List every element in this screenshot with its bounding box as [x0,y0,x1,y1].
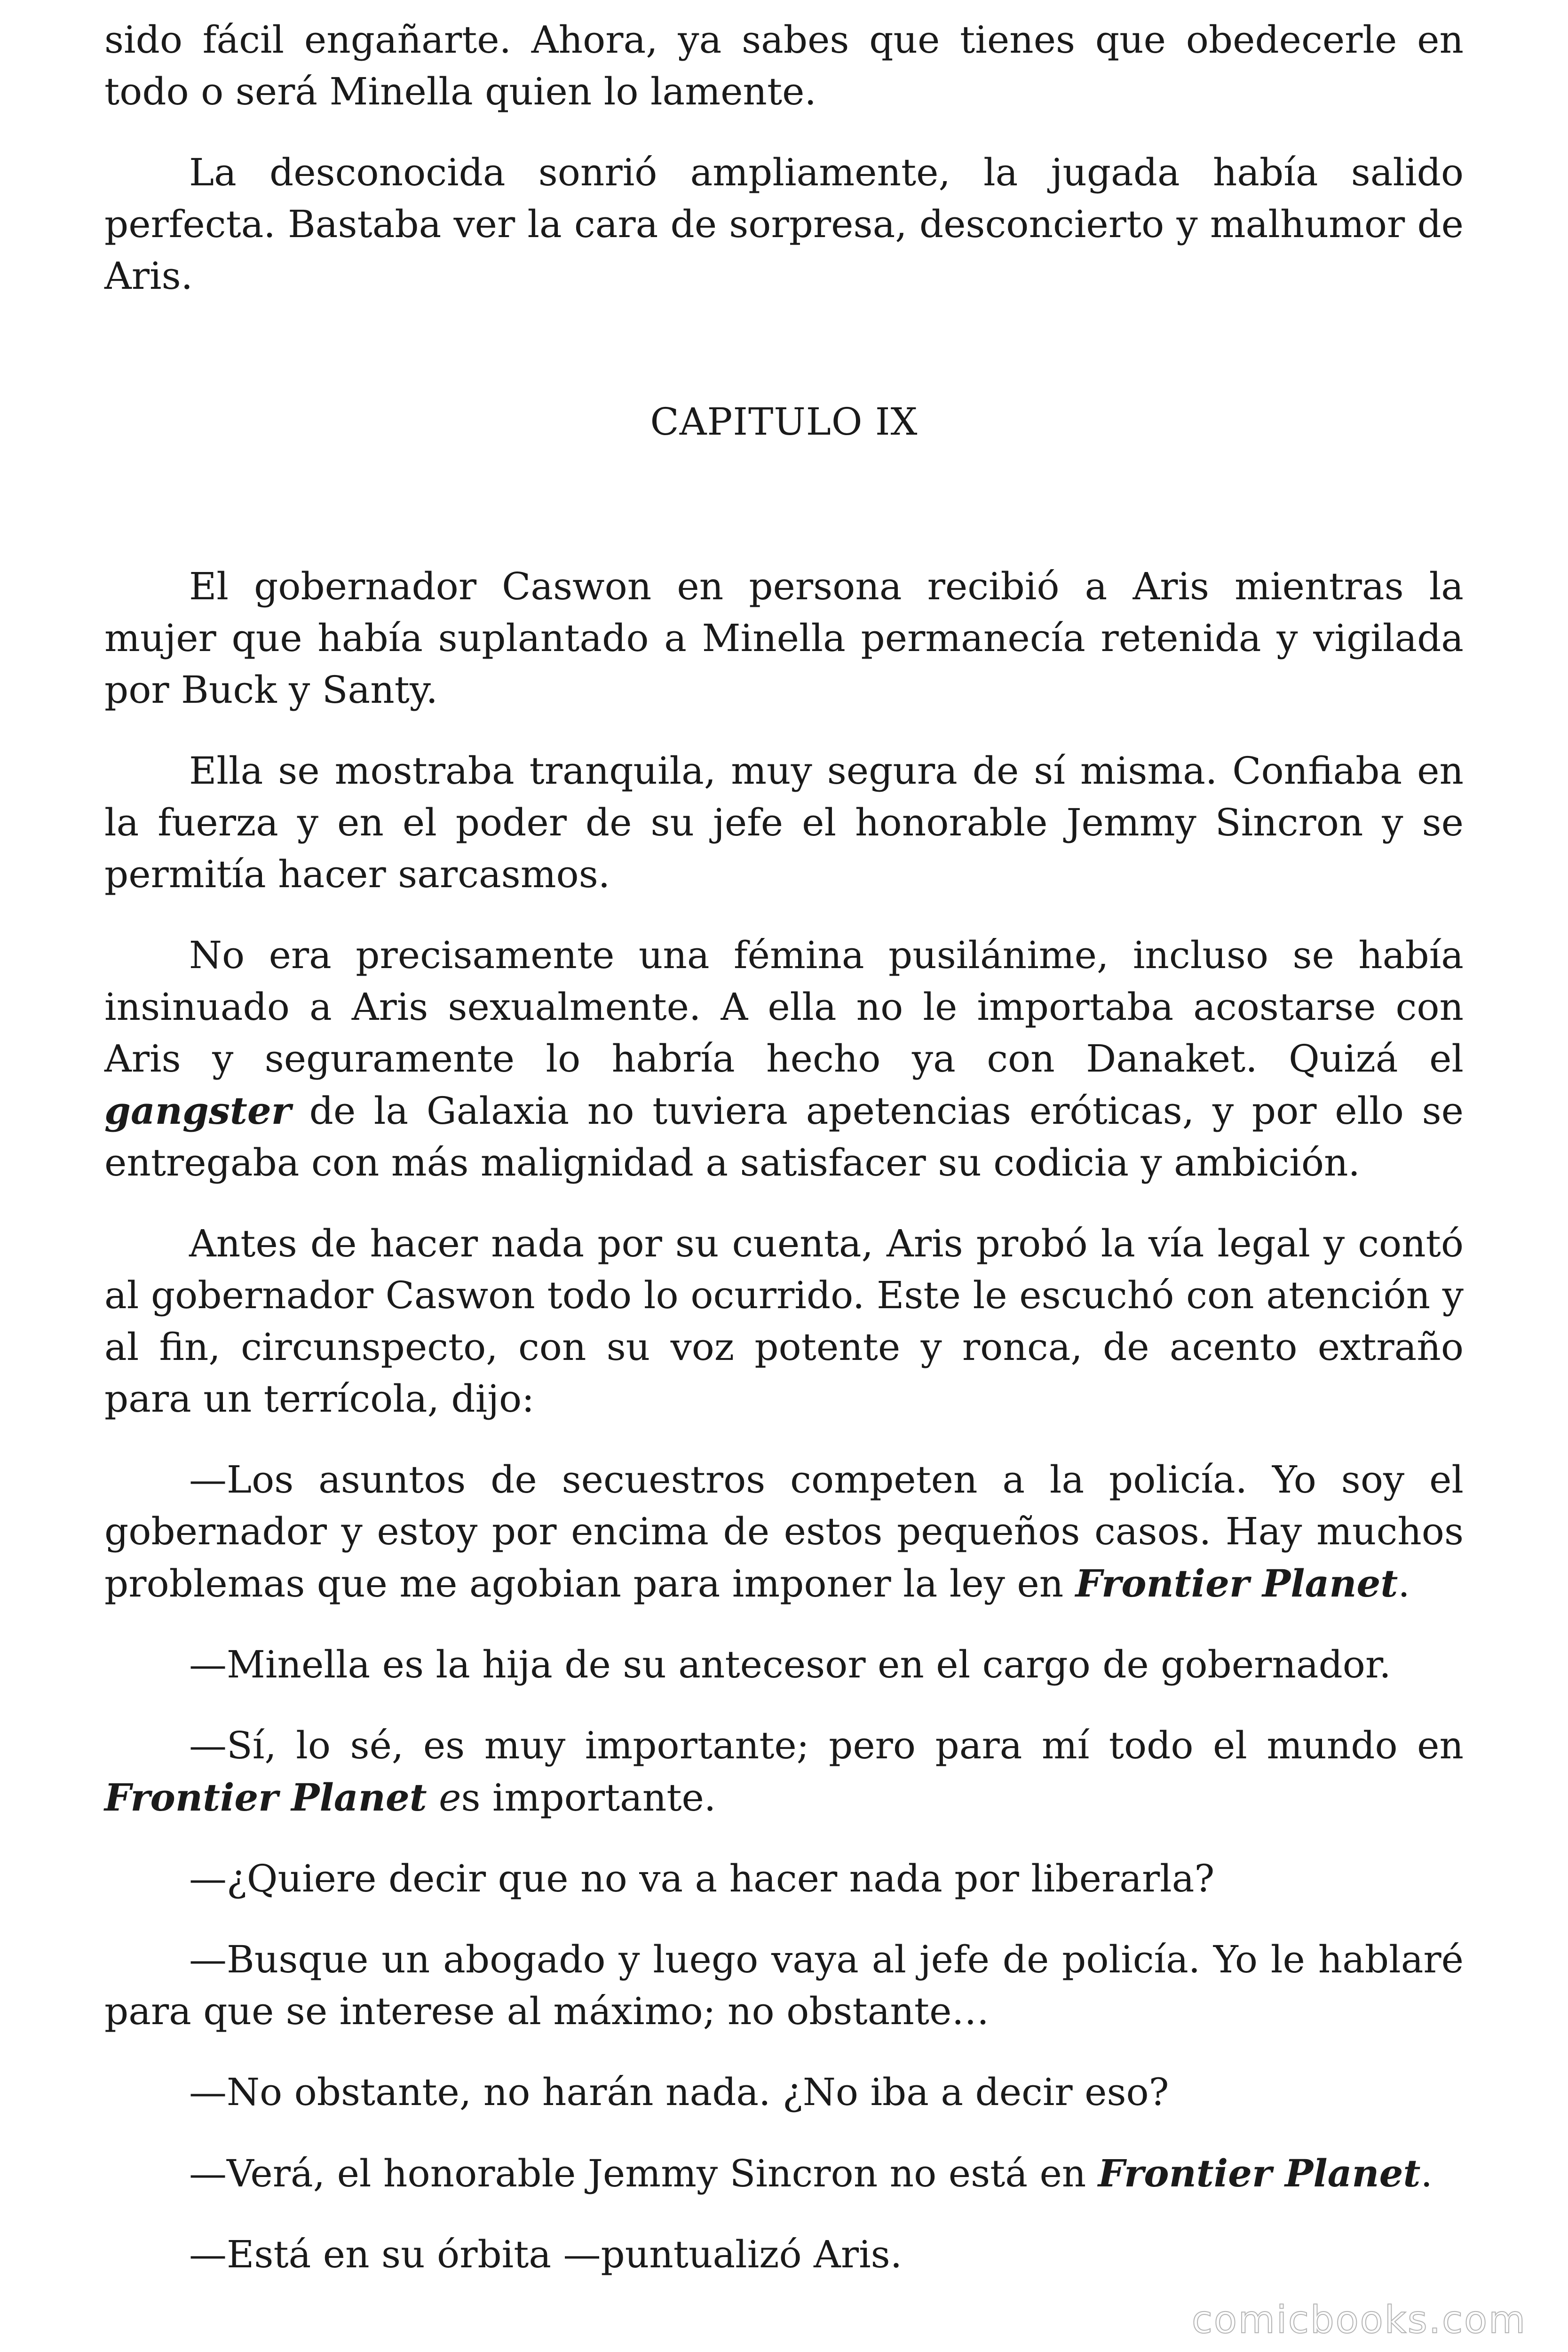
paragraph-13 [104,2147,1464,2200]
emphasis-frontier-planet: Frontier Planet [104,1775,427,1820]
emphasis-frontier-planet: Frontier Planet [1098,2151,1421,2195]
paragraph-13-text-c: . [1420,2152,1433,2195]
paragraph-2: La desconocida sonrió ampliamente, la jugada había salido perfecta. Bastaba ver la cara de sorpresa, desconcierto y malhumor de Aris. [104,151,1464,298]
watermark: comicbooks.com [1191,2298,1527,2342]
emphasis-gangster: gangster [104,1089,291,1133]
paragraph-1: sido fácil engañarte. Ahora, ya sabes que tienes que obedecerle en todo o será Minella quien lo lamente. [104,18,1464,113]
paragraph-12: —No obstante, no harán nada. ¿No iba a decir eso? [189,2070,1169,2114]
paragraph-11: —Busque un abogado y luego vaya al jefe de policía. Yo le hablaré para que se interese al máximo; no obstante… [104,1938,1464,2033]
paragraph-9-italic-e: e [427,1776,461,1820]
emphasis-frontier-planet: Frontier Planet [1075,1561,1398,1605]
paragraph-4: Ella se mostraba tranquila, muy segura de sí misma. Confiaba en la fuerza y en el poder de su jefe el honorable Jemmy Sincron y se permitía hacer sarcasmos. [104,749,1464,896]
paragraph-5 [104,930,1464,1189]
paragraph-5-text-a: No era precisamente una fémina pusilánime, incluso se había insinuado a Aris sexualmente. A ella no le importaba acostarse con Aris y seguramente lo habría hecho ya con Danaket. Quizá el [104,933,1464,1081]
paragraph-9-text-d: s importante. [461,1776,716,1820]
paragraph-5-text-c: de la Galaxia no tuviera apetencias eróticas, y por ello se entregaba con más malignidad a satisfacer su codicia y ambición. [104,1089,1464,1184]
paragraph-9 [104,1720,1464,1824]
paragraph-10: —¿Quiere decir que no va a hacer nada por liberarla? [189,1857,1215,1900]
paragraph-7 [104,1454,1464,1610]
book-page [104,14,1464,2310]
paragraph-13-text-a: —Verá, el honorable Jemmy Sincron no está en [189,2152,1098,2195]
chapter-title: CAPITULO IX [650,400,918,444]
paragraph-9-text-a: —Sí, lo sé, es muy importante; pero para mí todo el mundo en [189,1724,1464,1767]
paragraph-6: Antes de hacer nada por su cuenta, Aris probó la vía legal y contó al gobernador Caswon todo lo ocurrido. Este le escuchó con atención y al fin, circunspecto, con su voz potente y ronca, de acento extraño para un terrícola, dijo: [104,1222,1464,1421]
paragraph-3: El gobernador Caswon en persona recibió a Aris mientras la mujer que había suplantado a Minella permanecía retenida y vigilada por Buck y Santy. [104,564,1464,712]
paragraph-7-text-c: . [1398,1562,1410,1605]
paragraph-7-text-a: —Los asuntos de secuestros competen a la policía. Yo soy el gobernador y estoy por encima de estos pequeños casos. Hay muchos problemas que me agobian para imponer la ley en [104,1458,1464,1605]
paragraph-8: —Minella es la hija de su antecesor en el cargo de gobernador. [189,1643,1391,1686]
paragraph-14: —Está en su órbita —puntualizó Aris. [189,2233,903,2276]
